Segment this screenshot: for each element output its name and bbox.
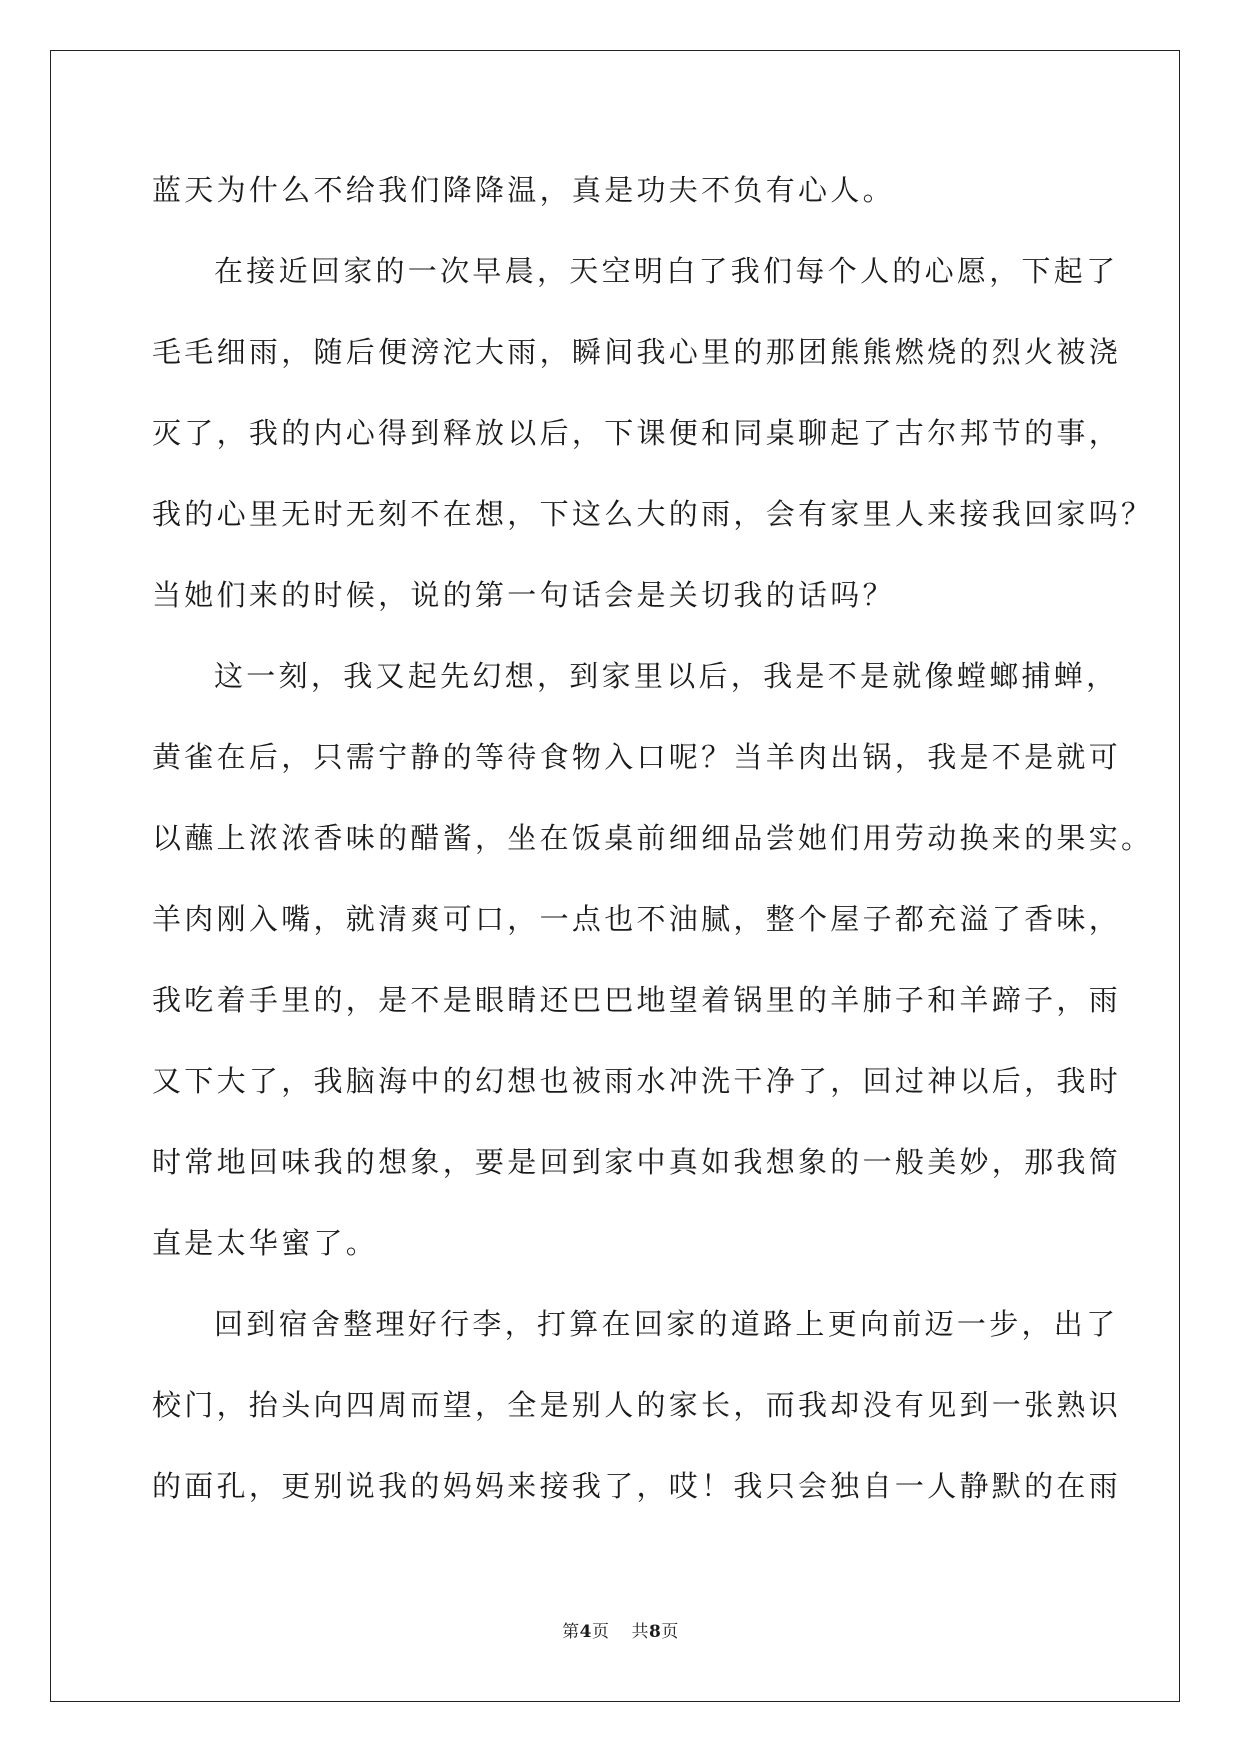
text-line: 以蘸上浓浓香味的醋酱，坐在饭桌前细细品尝她们用劳动换来的果实。 — [152, 821, 1154, 855]
text-line: 直是太华蜜了。 — [152, 1226, 379, 1260]
text-line: 在接近回家的一次早晨，天空明白了我们每个人的心愿，下起了 — [214, 254, 1119, 288]
current-page-number: 4 — [579, 1622, 592, 1642]
text-line: 这一刻，我又起先幻想，到家里以后，我是不是就像螳螂捕蝉， — [214, 659, 1119, 693]
text-line: 的面孔，更别说我的妈妈来接我了，哎！我只会独自一人静默的在雨 — [152, 1469, 1122, 1503]
text-line: 又下大了，我脑海中的幻想也被雨水冲洗干净了，回过神以后，我时 — [152, 1064, 1122, 1098]
page-footer — [0, 1617, 1241, 1642]
page-number-prefix: 第 — [562, 1622, 580, 1642]
text-line: 校门，抬头向四周而望，全是别人的家长，而我却没有见到一张熟识 — [152, 1388, 1122, 1422]
text-line: 灭了，我的内心得到释放以后，下课便和同桌聊起了古尔邦节的事， — [152, 416, 1122, 450]
total-pages-prefix: 共 — [631, 1622, 649, 1642]
text-line: 回到宿舍整理好行李，打算在回家的道路上更向前迈一步，出了 — [214, 1307, 1119, 1341]
text-line: 毛毛细雨，随后便滂沱大雨，瞬间我心里的那团熊熊燃烧的烈火被浇 — [152, 335, 1122, 369]
text-line: 羊肉刚入嘴，就清爽可口，一点也不油腻，整个屋子都充溢了香味， — [152, 902, 1122, 936]
document-body — [152, 150, 1154, 1527]
text-line: 当她们来的时候，说的第一句话会是关切我的话吗？ — [152, 578, 895, 612]
text-line: 黄雀在后，只需宁静的等待食物入口呢？当羊肉出锅，我是不是就可 — [152, 740, 1122, 774]
total-pages-number: 8 — [649, 1622, 662, 1642]
page-number-suffix: 页 — [592, 1622, 610, 1642]
total-pages-suffix: 页 — [661, 1622, 679, 1642]
text-line: 我的心里无时无刻不在想，下这么大的雨，会有家里人来接我回家吗？ — [152, 497, 1154, 531]
text-line: 我吃着手里的，是不是眼睛还巴巴地望着锅里的羊肺子和羊蹄子，雨 — [152, 983, 1122, 1017]
text-line: 时常地回味我的想象，要是回到家中真如我想象的一般美妙，那我简 — [152, 1145, 1122, 1179]
text-line: 蓝天为什么不给我们降降温，真是功夫不负有心人。 — [152, 173, 895, 207]
